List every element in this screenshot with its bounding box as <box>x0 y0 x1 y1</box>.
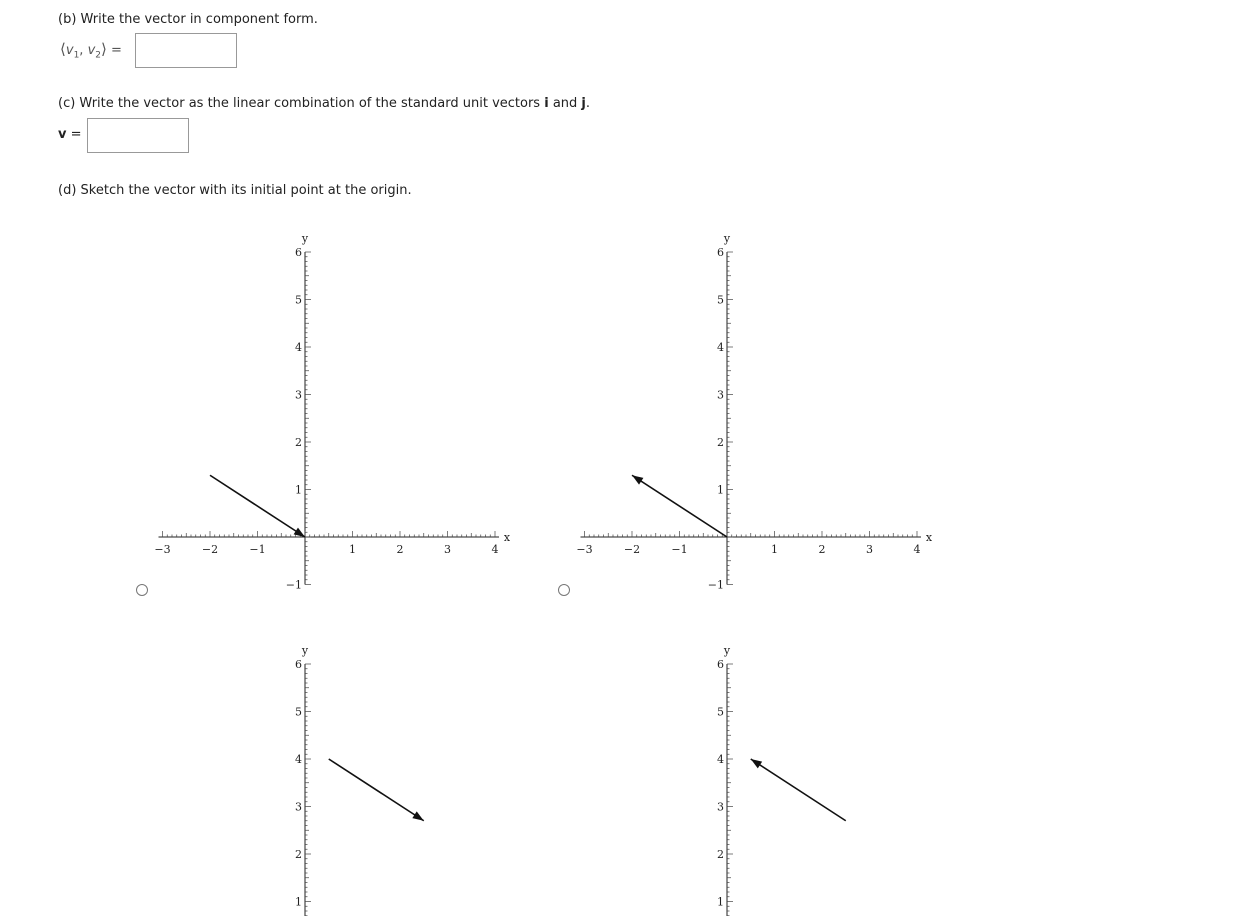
component-equals: = <box>111 43 122 58</box>
part-c-prompt-text: (c) Write the vector as the linear combination of the standard unit vectors <box>58 96 545 111</box>
option-c-graph <box>150 642 520 916</box>
component-form-input[interactable] <box>135 33 237 68</box>
y-tick-label: 3 <box>717 388 724 402</box>
part-b-prompt: (b) Write the vector in component form. <box>58 12 318 27</box>
y-tick-label: 6 <box>717 658 724 671</box>
option-b-radio[interactable] <box>558 584 570 596</box>
plot-axes-1 <box>576 232 933 592</box>
option-a-radio[interactable] <box>136 584 148 596</box>
vector-line <box>751 759 846 821</box>
x-tick-label: 2 <box>396 543 404 556</box>
v2-subscript: 2 <box>95 50 101 61</box>
part-c-prompt <box>58 96 590 111</box>
x-tick-label: −3 <box>576 543 593 556</box>
x-tick-label: 4 <box>491 543 499 556</box>
angle-bracket-open: ⟨ <box>60 40 66 58</box>
option-b-graph <box>572 230 942 600</box>
y-axis-label: y <box>723 232 731 245</box>
part-d-prompt: (d) Sketch the vector with its initial point at the origin. <box>58 183 412 198</box>
y-tick-label: 2 <box>295 848 302 861</box>
x-tick-label: −2 <box>201 543 219 556</box>
unit-vector-i: i <box>544 96 549 111</box>
v2-symbol: v <box>87 43 96 58</box>
y-tick-label: 5 <box>717 705 724 719</box>
component-comma: , <box>79 43 88 58</box>
y-tick-label: 5 <box>295 293 302 307</box>
y-tick-label: 6 <box>295 246 302 259</box>
part-c-period: . <box>585 96 591 111</box>
y-tick-label: 1 <box>717 483 724 497</box>
angle-bracket-close: ⟩ <box>101 40 107 58</box>
y-tick-label: 6 <box>717 246 724 259</box>
x-axis-label: x <box>925 531 933 544</box>
vector-line <box>632 475 727 537</box>
linear-combination-input[interactable] <box>87 118 189 153</box>
component-form-label <box>60 40 122 61</box>
y-tick-label: 3 <box>295 800 302 814</box>
vector-arrowhead <box>632 475 643 484</box>
x-tick-label: 2 <box>818 543 826 556</box>
unit-vector-j: j <box>581 96 586 111</box>
y-tick-label: 4 <box>717 753 724 766</box>
vector-line <box>210 475 305 537</box>
option-a-graph <box>150 230 520 600</box>
y-axis-label: y <box>301 232 309 245</box>
y-tick-label: 2 <box>717 436 724 449</box>
y-tick-label: 5 <box>295 705 302 719</box>
y-axis-label: y <box>723 644 731 657</box>
x-tick-label: 1 <box>771 543 778 556</box>
x-tick-label: −1 <box>671 543 688 556</box>
x-tick-label: 1 <box>349 543 356 556</box>
v1-symbol: v <box>65 43 74 58</box>
part-c-and: and <box>548 96 582 111</box>
vector-arrowhead <box>751 759 762 768</box>
x-tick-label: −2 <box>623 543 641 556</box>
y-tick-label: 4 <box>295 753 302 766</box>
vector-line <box>329 759 424 821</box>
y-tick-label: 1 <box>295 483 302 497</box>
linear-combination-equals: = <box>66 127 82 142</box>
y-tick-label: 1 <box>295 895 302 909</box>
plot-axes-2 <box>154 644 511 916</box>
y-tick-label: −1 <box>285 578 302 592</box>
x-tick-label: −3 <box>154 543 171 556</box>
v1-subscript: 1 <box>73 50 80 61</box>
y-tick-label: 4 <box>295 341 302 354</box>
x-axis-label: x <box>503 531 511 544</box>
vector-arrowhead <box>412 811 423 820</box>
plot-axes-3 <box>576 644 933 916</box>
y-tick-label: 2 <box>717 848 724 861</box>
x-tick-label: 3 <box>444 543 451 556</box>
y-tick-label: 6 <box>295 658 302 671</box>
y-tick-label: 3 <box>295 388 302 402</box>
vector-v-symbol: v <box>58 127 67 142</box>
y-axis-label: y <box>301 644 309 657</box>
plot-axes-0 <box>154 232 511 592</box>
y-tick-label: 3 <box>717 800 724 814</box>
x-tick-label: 3 <box>866 543 873 556</box>
y-tick-label: −1 <box>707 578 724 592</box>
x-tick-label: 4 <box>913 543 921 556</box>
y-tick-label: 4 <box>717 341 724 354</box>
option-d-graph <box>572 642 942 916</box>
y-tick-label: 5 <box>717 293 724 307</box>
linear-combination-label <box>58 127 82 142</box>
y-tick-label: 1 <box>717 895 724 909</box>
x-tick-label: −1 <box>249 543 266 556</box>
y-tick-label: 2 <box>295 436 302 449</box>
